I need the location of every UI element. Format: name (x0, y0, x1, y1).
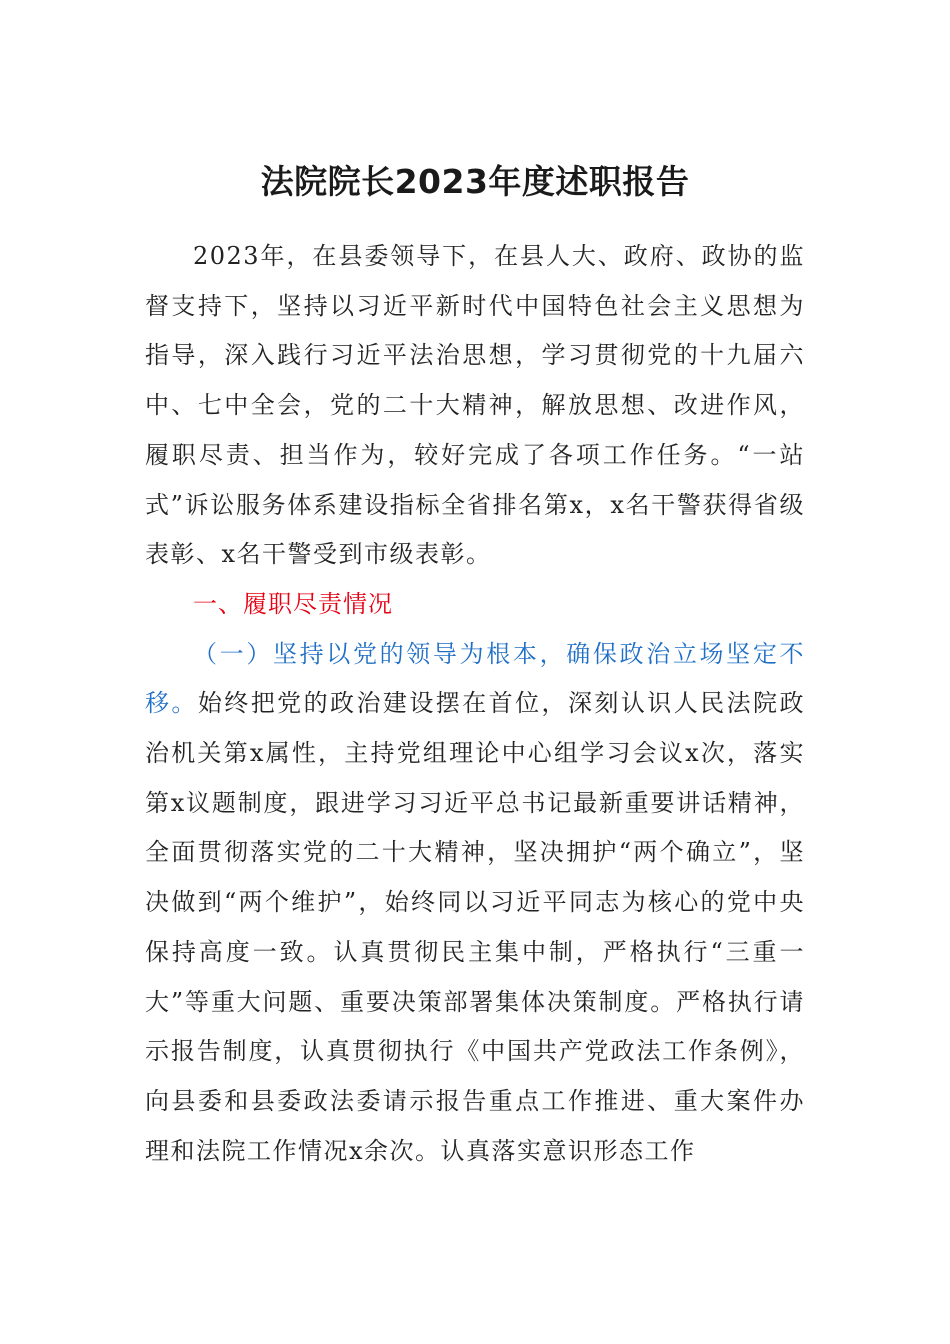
subsection-body: 始终把党的政治建设摆在首位，深刻认识人民法院政治机关第x属性，主持党组理论中心组学习会议x次，落实第x议题制度，跟进学习习近平总书记最新重要讲话精神，全面贯彻落实党的二十大精神，坚决拥护“两个确立”，坚决做到“两个维护”，始终同以习近平同志为核心的党中央保持高度一致。认真贯彻民主集中制，严格执行“三重一大”等重大问题、重要决策部署集体决策制度。严格执行请示报告制度，认真贯彻执行《中国共产党政法工作条例》，向县委和县委政法委请示报告重点工作推进、重大案件办理和法院工作情况x余次。认真落实意识形态工作 (145, 689, 805, 1165)
subsection-paragraph (145, 630, 805, 1177)
subsection-heading: （一）坚持以党的领导为根本，确保政治立场坚定不移。 (145, 639, 805, 718)
document-title: 法院院长2023年度述职报告 (260, 162, 690, 201)
section-heading: 一、履职尽责情况 (193, 589, 393, 618)
intro-paragraph: 2023年，在县委领导下，在县人大、政府、政协的监督支持下，坚持以习近平新时代中国特色社会主义思想为指导，深入践行习近平法治思想，学习贯彻党的十九届六中、七中全会，党的二十大精神，解放思想、改进作风，履职尽责、担当作为，较好完成了各项工作任务。“一站式”诉讼服务体系建设指标全省排名第x，x名干警获得省级表彰、x名干警受到市级表彰。 (145, 242, 805, 569)
document-page (145, 150, 805, 1176)
